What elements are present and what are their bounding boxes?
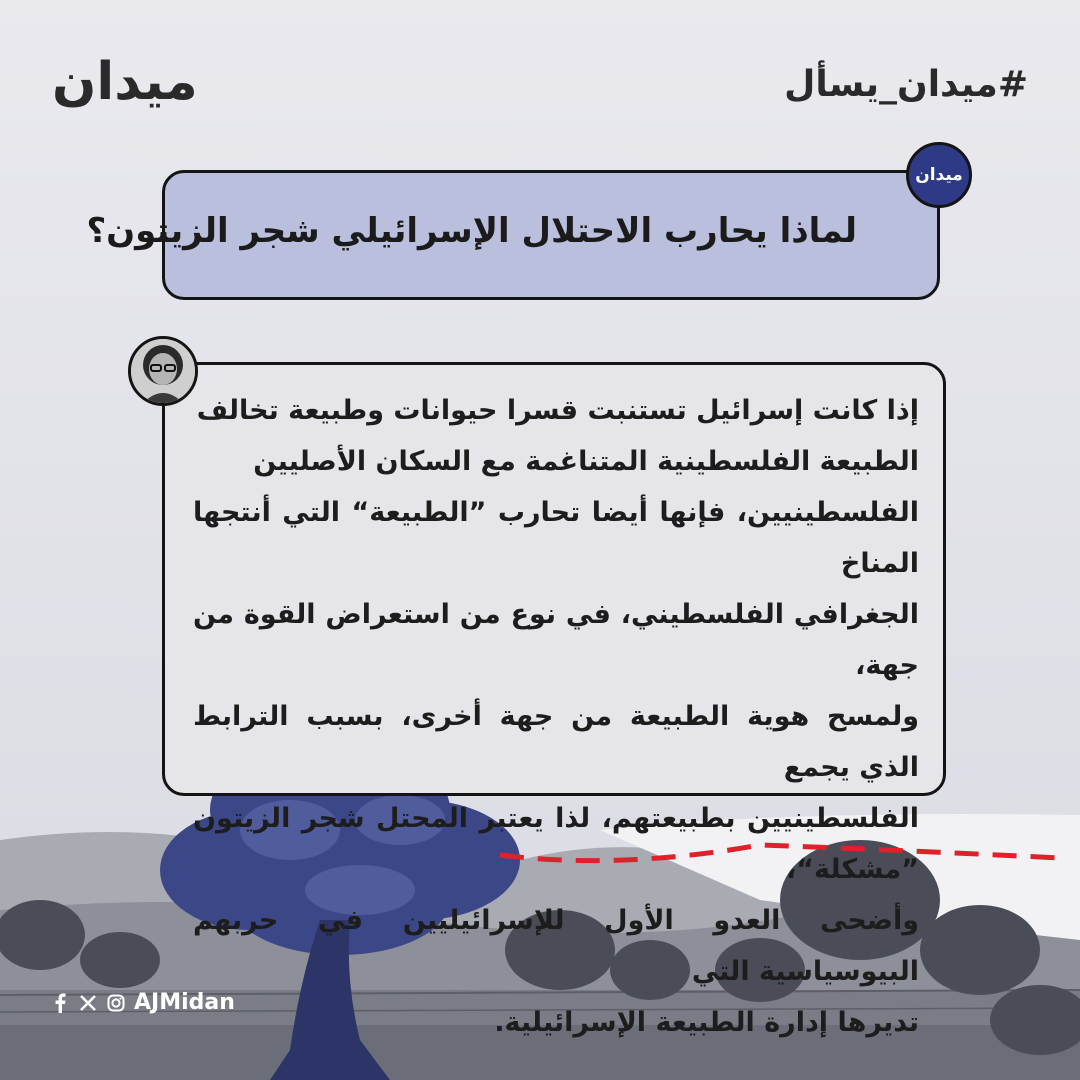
- hashtag-title: #ميدان_يسأل: [784, 64, 1028, 105]
- answer-line: الجغرافي الفلسطيني، في نوع من استعراض القوة من جهة،: [193, 599, 919, 681]
- answer-line: وأضحى العدو الأول للإسرائيليين في حربهم البيوسياسية التي: [193, 905, 919, 987]
- social-links: [50, 990, 235, 1015]
- answer-line: الفلسطينيين، فإنها أيضا تحارب ”الطبيعة“ التي أنتجها المناخ: [193, 497, 919, 579]
- question-text: لماذا يحارب الاحتلال الإسرائيلي شجر الزيتون؟: [86, 211, 857, 251]
- answer-line: إذا كانت إسرائيل تستنبت قسرا حيوانات وطبيعة تخالف: [196, 395, 919, 426]
- instagram-icon[interactable]: [106, 993, 126, 1013]
- author-avatar: [128, 336, 198, 406]
- answer-text: [193, 385, 919, 1048]
- midan-logo: ميدان: [52, 52, 198, 112]
- answer-line: الفلسطينيين بطبيعتهم، لذا يعتبر المحتل شجر الزيتون ”مشكلة“،: [193, 803, 919, 885]
- x-icon[interactable]: [78, 993, 98, 1013]
- answer-line: تديرها إدارة الطبيعة الإسرائيلية.: [494, 1007, 919, 1038]
- answer-line: الطبيعة الفلسطينية المتناغمة مع السكان الأصليين: [253, 446, 919, 477]
- social-handle[interactable]: AJMidan: [134, 990, 235, 1015]
- midan-badge: ميدان: [906, 142, 972, 208]
- answer-line: ولمسح هوية الطبيعة من جهة أخرى، بسبب الترابط الذي يجمع: [193, 701, 919, 783]
- facebook-icon[interactable]: [50, 993, 70, 1013]
- question-card: [86, 170, 940, 300]
